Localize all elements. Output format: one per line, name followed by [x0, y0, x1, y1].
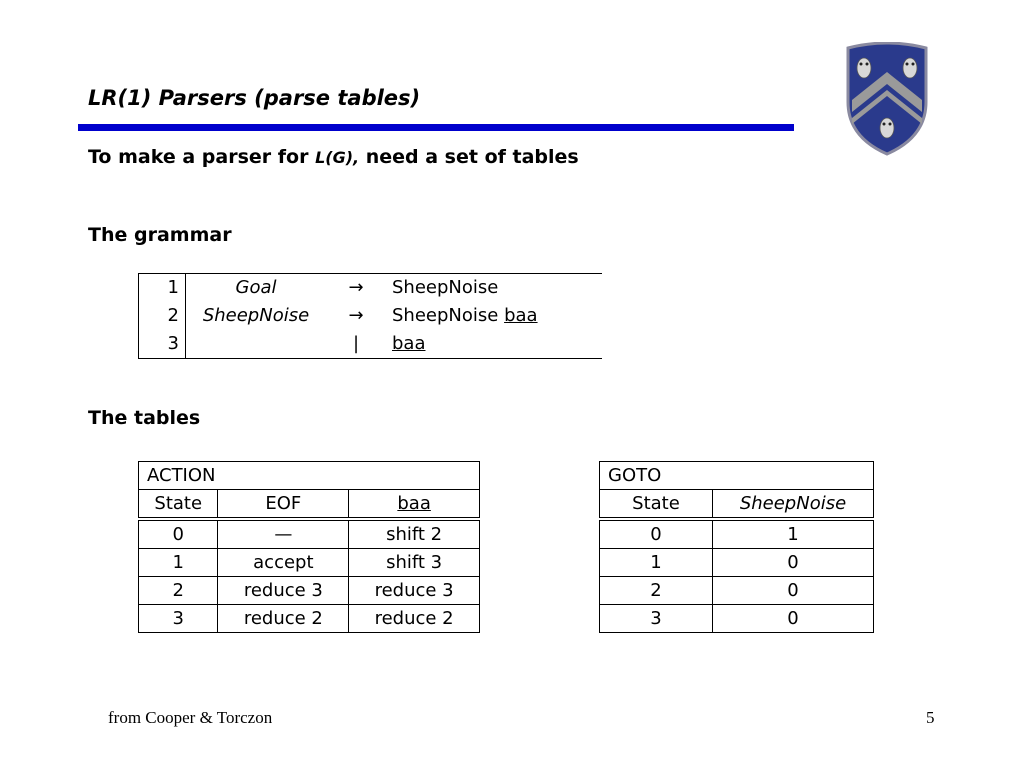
cell-sheepnoise: 1: [713, 519, 874, 549]
rice-university-shield-icon: [842, 42, 932, 156]
rule-number: 3: [139, 330, 186, 359]
cell-state: 0: [600, 519, 713, 549]
header-baa: baa: [349, 490, 480, 520]
rule-rhs: [386, 274, 602, 303]
action-caption: ACTION: [139, 462, 480, 490]
cell-baa: shift 2: [349, 519, 480, 549]
intro-text-after: need a set of tables: [359, 146, 579, 168]
header-sheepnoise: SheepNoise: [713, 490, 874, 520]
cell-eof: —: [218, 519, 349, 549]
cell-sheepnoise: 0: [713, 577, 874, 605]
cell-baa: reduce 2: [349, 605, 480, 633]
rule-number: 2: [139, 302, 186, 330]
table-row: [139, 605, 480, 633]
grammar-rule: [139, 330, 603, 359]
rule-lhs: SheepNoise: [202, 305, 310, 326]
rule-arrow: →: [348, 305, 364, 326]
cell-eof: accept: [218, 549, 349, 577]
grammar-rule: [139, 274, 603, 303]
intro-text: [88, 146, 579, 168]
cell-state: 2: [600, 577, 713, 605]
cell-eof: reduce 2: [218, 605, 349, 633]
table-header-row: [139, 490, 480, 520]
rule-alternative-bar: |: [352, 333, 360, 354]
cell-eof: reduce 3: [218, 577, 349, 605]
cell-state: 3: [600, 605, 713, 633]
rule-lhs: [186, 330, 327, 359]
cell-state: 1: [139, 549, 218, 577]
grammar-table: [138, 273, 602, 359]
grammar-rule: [139, 302, 603, 330]
cell-state: 3: [139, 605, 218, 633]
tables-heading: The tables: [88, 407, 201, 429]
table-row: [139, 519, 480, 549]
table-caption-row: [139, 462, 480, 490]
intro-text-before: To make a parser for: [88, 146, 316, 168]
rule-rhs: [386, 302, 602, 330]
rule-arrow: →: [348, 277, 364, 298]
table-row: [600, 577, 874, 605]
title-rule: [78, 124, 794, 131]
table-row: [600, 549, 874, 577]
cell-state: 1: [600, 549, 713, 577]
cell-baa: reduce 3: [349, 577, 480, 605]
grammar-heading: The grammar: [88, 224, 232, 246]
rhs-nonterminal: SheepNoise: [392, 305, 505, 326]
rhs-terminal: baa: [392, 333, 426, 354]
table-caption-row: [600, 462, 874, 490]
cell-sheepnoise: 0: [713, 605, 874, 633]
rule-lhs: Goal: [235, 277, 277, 298]
rhs-terminal: baa: [504, 305, 538, 326]
goto-table: [599, 461, 874, 633]
slide-title: LR(1) Parsers (parse tables): [88, 86, 421, 110]
footer-source: from Cooper & Torczon: [108, 708, 273, 727]
table-row: [600, 519, 874, 549]
rule-number: 1: [139, 274, 186, 303]
goto-caption: GOTO: [600, 462, 874, 490]
cell-state: 0: [139, 519, 218, 549]
page-number: 5: [926, 708, 935, 727]
cell-baa: shift 3: [349, 549, 480, 577]
cell-sheepnoise: 0: [713, 549, 874, 577]
header-state: State: [139, 490, 218, 520]
table-row: [600, 605, 874, 633]
header-eof: EOF: [218, 490, 349, 520]
rhs-nonterminal: SheepNoise: [392, 277, 499, 298]
table-header-row: [600, 490, 874, 520]
rule-rhs: [386, 330, 602, 359]
language-name: L(G),: [315, 148, 360, 167]
header-state: State: [600, 490, 713, 520]
cell-state: 2: [139, 577, 218, 605]
table-row: [139, 549, 480, 577]
action-table: [138, 461, 480, 633]
table-row: [139, 577, 480, 605]
